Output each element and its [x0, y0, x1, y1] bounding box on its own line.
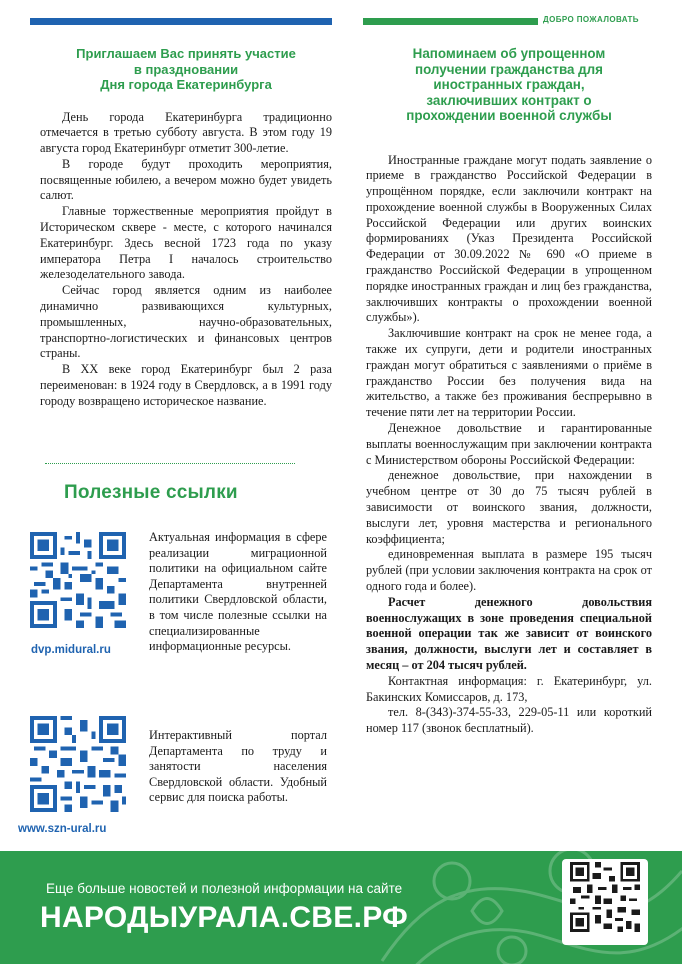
paragraph: День города Екатеринбурга традиционно отмечается в третью субботу августа. В этом году 19 августа город Екатеринбург отметит 300-летие.	[40, 109, 332, 156]
allowance-note: Расчет денежного довольствия военнослужащих в зоне проведения специальной военной операции так же зависит от воинского звания, должности, выслуги лет и составляет в месяц – от 204 тысяч рублей.	[366, 594, 652, 672]
qr-code-site[interactable]	[570, 862, 640, 932]
szn-description: Интерактивный портал Департамента по труду и занятости населения Свердловской области. Удобный сервис для поиска работы.	[149, 728, 327, 805]
heading-line: Приглашаем Вас принять участие	[76, 46, 296, 61]
contact-phone: тел. 8-(343)-374-55-33, 229-05-11 или короткий номер 117 (звонок бесплатный).	[366, 705, 652, 736]
heading-line: иностранных граждан,	[433, 77, 585, 92]
city-day-text	[40, 110, 332, 410]
heading-line: заключивших контракт о	[426, 92, 592, 108]
paragraph: Сейчас город является одним из наиболее динамично развивающихся культурных, промышленных, научно-образовательных, транспортно-логистических и финансовых центров страны.	[40, 283, 332, 361]
paragraph: Заключившие контракт на срок не менее года, а также их супруги, дети и родители иностранных граждан могут обратиться с заявлениями о приёме в гражданство России без получения вида на жительство, а также без проживания беспрерывно в течение пяти лет на территории России.	[366, 326, 652, 420]
heading-line: в праздновании	[133, 61, 239, 77]
header-blue-bar	[30, 18, 332, 25]
qr-code-dvp[interactable]	[30, 532, 126, 628]
heading-line: прохождении военной службы	[406, 108, 612, 123]
footer-subtitle: Еще больше новостей и полезной информации на сайте	[46, 881, 403, 896]
contact-address: Контактная информация: г. Екатеринбург, ул. Бакинских Комиссаров, д. 173,	[366, 673, 652, 704]
left-column	[40, 46, 332, 410]
city-day-heading	[40, 46, 332, 93]
useful-links-title: Полезные ссылки	[64, 482, 238, 503]
welcome-label: ДОБРО ПОЖАЛОВАТЬ	[543, 15, 639, 24]
footer-site-link[interactable]: НАРОДЫУРАЛА.СВЕ.РФ	[40, 901, 409, 934]
qr-code-szn[interactable]	[30, 716, 126, 812]
paragraph: Иностранные граждане могут подать заявление о приеме в гражданство Российской Федерации в упрощённом порядке, если заключили контракт на прохождение военной службы в Вооруженных Силах Российской Федерации или других воинских формированиях (Указ Президента Российской Федерации от 30.09.2022 № 690 «О приеме в гражданство Российской Федерации в упрощенном порядке иностранных граждан и лиц без гражданства, заключивших контракты о прохождении военной службы»).	[366, 152, 652, 325]
right-column	[366, 46, 652, 737]
szn-link[interactable]: www.szn-ural.ru	[18, 823, 107, 835]
header-green-bar	[363, 18, 538, 25]
heading-line: получении гражданства для	[415, 61, 603, 77]
paragraph: Главные торжественные мероприятия пройдут в Историческом сквере - месте, с которого начинался Екатеринбург. Здесь весной 1723 года по указу императора Петра I началось строительство железоделательного завода.	[40, 204, 332, 282]
paragraph: В городе будут проходить мероприятия, посвященные юбилею, а вечером можно будет увидеть салют.	[40, 156, 332, 203]
section-divider	[45, 463, 295, 464]
paragraph: В XX веке город Екатеринбург был 2 раза переименован: в 1924 году в Свердловск, а в 1991 году городу возвращено историческое название.	[40, 362, 332, 408]
paragraph: единовременная выплата в размере 195 тысяч рублей (при условии заключения контракта на срок от одного года и более).	[366, 547, 652, 594]
paragraph: денежное довольствие, при нахождении в учебном центре от 30 до 75 тысяч рублей в зависимости от воинского звания, должности, выслуги лет, уровня мастерства и регионального коэффициента;	[366, 468, 652, 546]
dvp-link[interactable]: dvp.midural.ru	[31, 644, 111, 656]
citizenship-heading	[366, 46, 652, 124]
dvp-description: Актуальная информация в сфере реализации миграционной политики на официальном сайте Департамента внутренней политики Свердловской области, в том числе полезные ссылки на специализированные информационные ресурсы.	[149, 530, 327, 654]
paragraph: Денежное довольствие и гарантированные выплаты военнослужащим при заключении контракта с Министерством обороны Российской Федерации:	[366, 421, 652, 467]
heading-line: Напоминаем об упрощенном	[412, 46, 606, 61]
citizenship-text	[366, 153, 652, 737]
heading-line: Дня города Екатеринбурга	[100, 77, 272, 92]
